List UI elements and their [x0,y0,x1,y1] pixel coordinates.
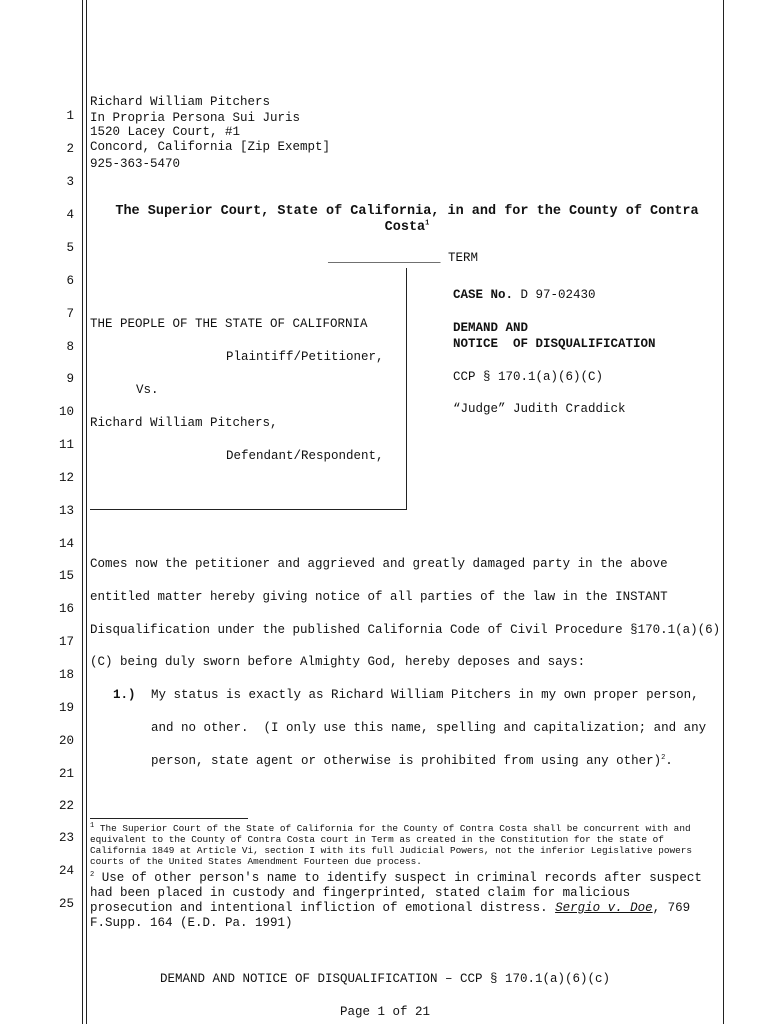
line-number: 19 [58,701,74,715]
footnote-1-mark: 1 [90,821,95,830]
document-title-line2: NOTICE OF DISQUALIFICATION [453,337,656,351]
line-number: 13 [58,504,74,518]
footnote-separator [90,818,248,819]
right-margin-rule [723,0,724,1024]
case-number-value: D 97-02430 [520,288,596,302]
document-title-line1: DEMAND AND [453,321,529,335]
body-line: entitled matter hereby giving notice of all parties of the law in the INSTANT [90,590,668,604]
caption-vertical-rule [406,268,407,510]
case-number [453,288,596,303]
header-street: 1520 Lacey Court, #1 [90,125,241,139]
defendant-role: Defendant/Respondent, [226,449,384,463]
line-number: 20 [58,734,74,748]
line-number: 14 [58,537,74,551]
footnote-2-citation: , 769 F.Supp. 164 (E.D. Pa. 1991) [90,901,691,930]
line-number: 10 [58,405,74,419]
court-title-text: The Superior Court, State of California, in and for the County of Contra Costa [115,204,699,235]
line-number: 1 [66,109,74,123]
body-line: Disqualification under the published California Code of Civil Procedure §170.1(a)(6) [90,623,721,637]
footnote-ref-2: 2 [661,753,666,762]
term-label: TERM [448,251,479,265]
item-line-last [151,754,673,769]
item-line-text: person, state agent or otherwise is prohibited from using any other) [151,754,662,768]
court-title [90,204,724,236]
page-number: Page 1 of 21 [339,1005,430,1019]
footnote-1 [90,823,716,867]
footer-title: DEMAND AND NOTICE OF DISQUALIFICATION – CCP § 170.1(a)(6)(c) [159,972,611,986]
line-number: 12 [58,471,74,485]
footnote-2-case-name: Sergio v. Doe [555,901,653,915]
plaintiff-name: THE PEOPLE OF THE STATE OF CALIFORNIA [90,317,368,331]
line-number: 2 [66,142,74,156]
footnote-2 [90,871,716,931]
versus: Vs. [136,383,159,397]
defendant-name: Richard William Pitchers, [90,416,278,430]
line-number: 18 [58,668,74,682]
judge-name: “Judge” Judith Craddick [453,402,626,416]
line-number: 5 [66,241,74,255]
line-number: 4 [66,208,74,222]
case-number-label: CASE No. [453,288,514,302]
item-line: My status is exactly as Richard William Pitchers in my own proper person, [151,688,699,702]
header-name: Richard William Pitchers [90,95,271,109]
plaintiff-role: Plaintiff/Petitioner, [226,350,384,364]
line-number: 7 [66,307,74,321]
line-number: 21 [58,767,74,781]
line-number: 16 [58,602,74,616]
header-city: Concord, California [Zip Exempt] [90,140,331,154]
footnote-ref-1: 1 [425,219,430,228]
footnote-1-text: The Superior Court of the State of California for the County of Contra Costa shall be concurrent with and equivalent to the County of Contra Costa court in Term as created in the Constitution for the state of California 1849 at Article Vi, section I with its full Judicial Powers, not the inferior Legislative powers courts of the United States Amendment Fourteen due process. [90,823,692,867]
body-line: Comes now the petitioner and aggrieved and greatly damaged party in the above [90,557,668,571]
line-number: 17 [58,635,74,649]
line-number: 8 [66,340,74,354]
footnote-2-mark: 2 [90,870,95,879]
line-number: 22 [58,799,74,813]
line-number: 23 [58,831,74,845]
item-line: and no other. (I only use this name, spelling and capitalization; and any [151,721,707,735]
left-margin-rule-outer [82,0,83,1024]
line-number: 11 [58,438,74,452]
statute-reference: CCP § 170.1(a)(6)(C) [453,370,604,384]
body-line: (C) being duly sworn before Almighty God, hereby deposes and says: [90,655,586,669]
caption-bottom-rule [90,509,407,510]
line-number: 15 [58,569,74,583]
footnote-2-text: Use of other person's name to identify suspect in criminal records after suspect had been placed in custody and fingerprinted, stated claim for malicious prosecution and intentional infliction of emotional distress. [90,871,702,915]
term-blank: _______________ [328,251,441,265]
item-number: 1.) [113,688,136,702]
term-line [328,251,478,266]
line-number: 3 [66,175,74,189]
item-line-end: . [665,754,673,768]
line-number: 6 [66,274,74,288]
header-phone: 925-363-5470 [90,157,181,171]
line-number: 9 [66,372,74,386]
line-number: 25 [58,897,74,911]
left-margin-rule-inner [86,0,87,1024]
header-status: In Propria Persona Sui Juris [90,111,301,125]
line-number: 24 [58,864,74,878]
